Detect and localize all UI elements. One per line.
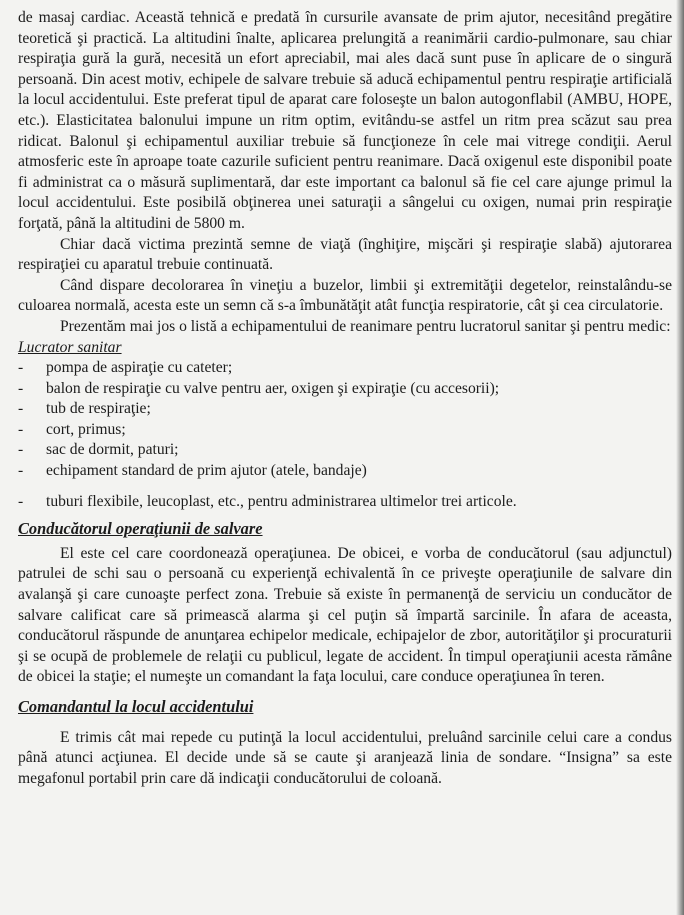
list-item: - pompa de aspiraţie cu cateter;	[18, 359, 233, 377]
list-item: - balon de respiraţie cu valve pentru aer, oxigen şi expiraţie (cu accesorii);	[18, 379, 500, 397]
paragraph-resuscitation-equipment: de masaj cardiac. Această tehnică e predată în cursurile avansate de prim ajutor, necesitând pregătire teoretică şi practică. La altitudini înalte, aplicarea prelungită a reanimării cardio-pulmonare, sau chiar respiraţia gură la gură, necesită un efort apreciabil, mai ales dacă sunt puse în aplicare de o singură persoană. Din acest motiv, echipele de salvare trebuie să aducă echipamentul pentru respiraţie artificială la locul accidentului. Este preferat tipul de aparat care foloseşte un balon autogonflabil (AMBU, HOPE, etc.). Elasticitatea balonului impune un ritm optim, evitându-se astfel un ritm prea scăzut sau prea ridicat. Balonul şi echipamentul auxiliar trebuie să funcţioneze în cele mai vitrege condiţii. Aerul atmosferic este în aproape toate cazurile suficient pentru reanimare. Dacă oxigenul este disponibil poate fi administrat ca o măsură suplimentară, dar este important ca balonul să fie cel care ajunge primul la locul accidentului. Este posibilă obţinerea unei saturaţii a sângelui cu oxigen, numai prin respiraţie forţată, până la altitudini de 5800 m.	[18, 9, 672, 232]
paragraph-equipment-intro: Prezentăm mai jos o listă a echipamentului de reanimare pentru lucratorul sanitar şi pentru medic:	[60, 317, 671, 335]
equipment-list	[18, 358, 672, 512]
equipment-list-label: Lucrator sanitar	[18, 338, 122, 356]
paragraph-site-commander: E trimis cât mai repede cu putinţă la locul accidentului, preluând sarcinile celui care a condus până atunci acţiunea. El decide unde să se caute şi aranjează linia de sondare. “Insigna” sa este megafonul portabil prin care dă indicaţii conducătorului de coloană.	[18, 728, 672, 787]
list-item: - tub de respiraţie;	[18, 400, 151, 418]
section-title-site-commander: Comandantul la locul accidentului	[18, 697, 254, 716]
section-title-rescue-leader: Conducătorul operaţiunii de salvare	[18, 519, 263, 539]
list-item: - tuburi flexibile, leucoplast, etc., pentru administrarea ultimelor trei articole.	[18, 492, 517, 510]
paragraph-color-recovery: Când dispare decolorarea în vineţiu a buzelor, limbii şi extremităţii degetelor, reinstalându-se culoarea normală, acesta este un semn că s-a îmbunătăţit atât funcţia respiratorie, cât şi cea circulatorie.	[18, 276, 672, 315]
paragraph-rescue-leader: El este cel care coordonează operaţiunea. De obicei, e vorba de conducătorul (sau adjunctul) patrulei de schi sau o persoană cu experienţă echivalentă în ce priveşte operaţiunile de salvare din avalanşă şi care cunoaşte perfect zona. Trebuie să existe în permanenţă de serviciu un conducător de salvare calificat care să primească alarma şi cel puţin să împartă sarcinile. În afara de aceasta, conducătorul răspunde de anunţarea echipelor medicale, echipajelor de zbor, autorităţilor şi procuraturii şi se ocupă de problemele de relaţii cu publicul, legate de accident. În timpul operaţiunii acesta rămâne de obicei la staţie; el numeşte un comandant la faţa locului, care conduce operaţiunea în teren.	[18, 544, 672, 686]
list-item: - sac de dormit, paturi;	[18, 441, 179, 459]
list-item: - cort, primus;	[18, 420, 126, 438]
list-item: - echipament standard de prim ajutor (atele, bandaje)	[18, 462, 367, 480]
paragraph-signs-of-life: Chiar dacă victima prezintă semne de viaţă (înghiţire, mişcări şi respiraţie slabă) ajutorarea respiraţiei cu aparatul trebuie continuată.	[18, 235, 672, 274]
